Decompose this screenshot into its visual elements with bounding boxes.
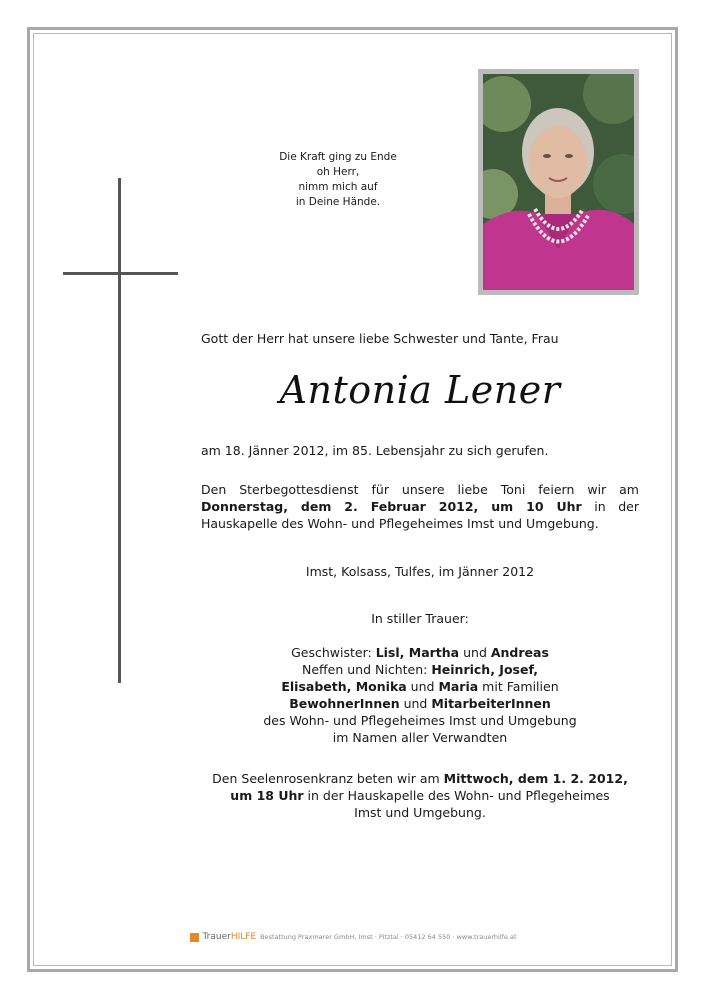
rosary-paragraph xyxy=(201,770,639,821)
deceased-name: Antonia Lener xyxy=(279,368,561,412)
motto-line: Die Kraft ging zu Ende xyxy=(279,151,397,163)
mourners-block xyxy=(201,610,639,746)
service-date: Donnerstag, dem 2. Februar 2012, um 10 Uhr xyxy=(201,499,582,514)
mourners-line-relatives: im Namen aller Verwandten xyxy=(332,730,508,745)
motto-verse xyxy=(238,150,438,210)
portrait-photo xyxy=(478,69,639,295)
cross-horizontal-bar xyxy=(63,272,178,275)
mourners-line-siblings: Geschwister: Lisl, Martha und Andreas xyxy=(291,645,549,660)
footer-contact: Bestattung Praxmarer GmbH, Imst · Pitztal · 05412 64 550 · www.trauerhilfe.at xyxy=(260,933,517,941)
brand-name: TrauerHILFE xyxy=(202,932,257,942)
rosary-line: Imst und Umgebung. xyxy=(354,805,486,820)
funeral-service-paragraph xyxy=(201,481,639,532)
motto-line: in Deine Hände. xyxy=(295,196,381,208)
rosary-line: Den Seelenrosenkranz beten wir am Mittwoch, dem 1. 2. 2012, xyxy=(212,771,628,786)
place-and-date: Imst, Kolsass, Tulfes, im Jänner 2012 xyxy=(305,564,535,579)
mourners-line-nieces: Elisabeth, Monika und Maria mit Familien xyxy=(281,679,559,694)
death-date-sentence: am 18. Jänner 2012, im 85. Lebensjahr zu sich gerufen. xyxy=(201,443,549,458)
mourners-line-residents: BewohnerInnen und MitarbeiterInnen xyxy=(289,696,551,711)
service-text: Den Sterbegottesdienst für unsere liebe Toni feiern wir am xyxy=(201,482,639,497)
portrait-image xyxy=(483,74,634,290)
cross-vertical-bar xyxy=(118,178,121,683)
mourners-line-care-home: des Wohn- und Pflegeheimes Imst und Umgebung xyxy=(263,713,577,728)
motto-line: nimm mich auf xyxy=(298,181,378,193)
traueRhilfe-logo-icon xyxy=(190,933,199,942)
mourning-heading: In stiller Trauer: xyxy=(371,611,469,626)
service-text: in der Hauskapelle des Wohn- und Pflegeheimes Imst und Umgebung. xyxy=(201,499,639,531)
footer-imprint xyxy=(0,932,707,942)
rosary-line: um 18 Uhr in der Hauskapelle des Wohn- und Pflegeheimes xyxy=(230,788,610,803)
mourners-line-nephews: Neffen und Nichten: Heinrich, Josef, xyxy=(302,662,538,677)
intro-sentence: Gott der Herr hat unsere liebe Schwester und Tante, Frau xyxy=(201,331,559,346)
motto-line: oh Herr, xyxy=(316,166,360,178)
